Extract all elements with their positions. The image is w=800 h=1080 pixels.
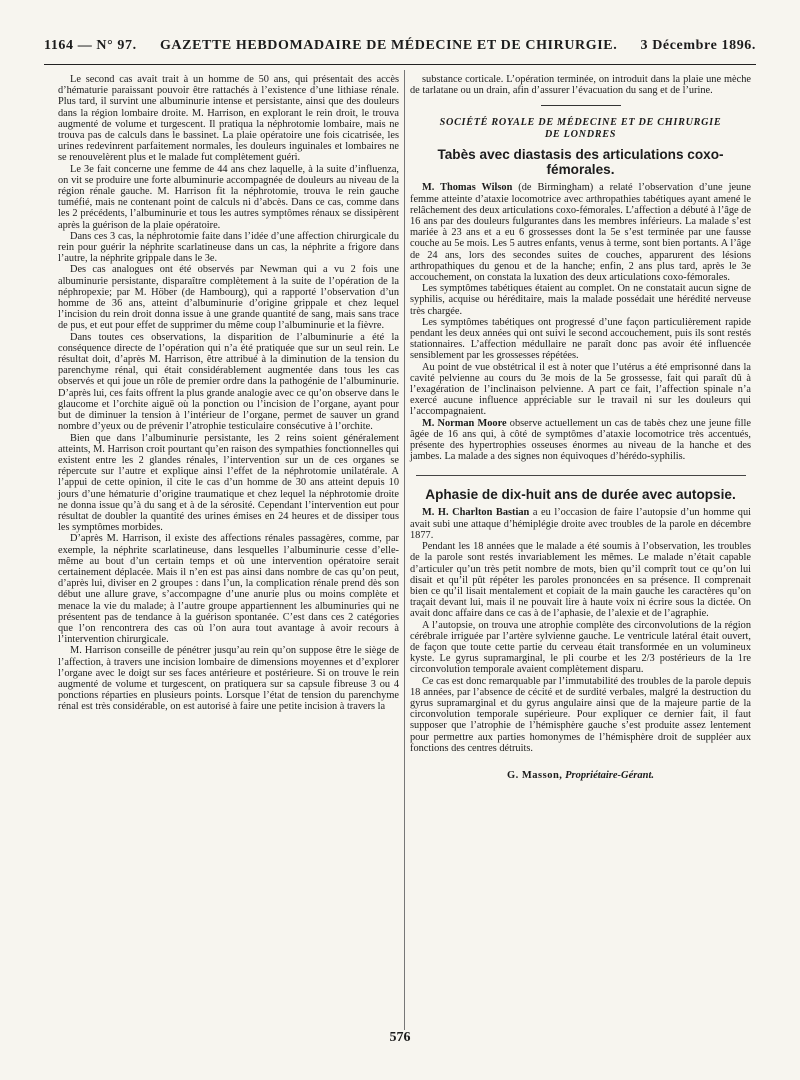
author-name: M. H. Charlton Bastian	[422, 507, 530, 519]
lead-text: (de Birmingham) a relaté l’observation d’une jeune femme atteinte d’ataxie locomotrice avec arthropathies tabétiques ayant amené le relâchement des deux articulations coxo-fémorales. L’affection a débuté à l’âge de 16 ans par des douleurs fulgurantes dans les membres inférieurs. La malade s’est mariée à 23 ans et a eu 6 grossesses dont la 5e s’est terminée par une fausse couche au 5e mois. Les 5 autres enfants, venus à terme, sont bien portants. A l’âge de 24 ans, lors des secondes suites de couches, apparurent des lésions arthropathiques du genou et de la hanche; enfin, 2 ans plus tard, après le 3e accouchement, on constata la luxation des deux articulations coxo-fémorales.	[410, 182, 751, 284]
author-name: M. Thomas Wilson	[422, 182, 513, 194]
society-heading-line: DE LONDRES	[544, 129, 617, 141]
issue-date: 3 Décembre 1896.	[640, 38, 756, 53]
paragraph: A l’autopsie, on trouva une atrophie complète des circonvolutions de la région cérébrale irriguée par l’artère sylvienne gauche. Le ventricule latéral était ouvert, de façon que toute cette partie du cerveau était transformée en un volumineux kyste. Le gyrus supramarginal, le pli courbe et les 2/3 postérieurs de la 1re circonvolution temporale avaient complètement disparu.	[410, 619, 751, 676]
paragraph: Le second cas avait trait à un homme de 50 ans, qui présentait des accès d’hématurie paraissant pouvoir être rattachés à l’existence d’une lithiase rénale. Plus tard, il survint une albuminurie intense et persistante, ainsi que des douleurs dans la région lombaire droite. M. Harrison, en explorant le rein droit, le trouva augmenté de volume et turgescent. Il pratiqua la néphrotomie lombaire, mais ne trouva pas de calculs dans le bassinet. La plaie opératoire une fois cicatrisée, les urines redevinrent parfaitement normales, les douleurs inguinales et lombaires ne se renouvelèrent plus et le malade fut complètement guéri.	[58, 74, 399, 164]
page-number: 576	[389, 1030, 411, 1045]
paragraph: Dans toutes ces observations, la disparition de l’albuminurie a été la conséquence directe de l’opération qui n’a été pratiquée que sur un seul rein. Le résultat doit, d’après M. Harrison, être attribué à la diminution de la tension du parenchyme rénal, qui était considérablement augmentée dans tous les cas observés et qui joue un rôle de premier ordre dans la pathogénie de l’albuminurie. D’après lui, ces faits offrent la plus grande analogie avec ce qu’on observe dans le glaucome et l’orchite aiguë où la ponction ou l’incision de l’organe, ayant pour but de diminuer la tension à l’intérieur de l’organe, permet de sauver un grand nombre d’yeux ou de prévenir l’atrophie testiculaire consécutive à l’orchite.	[58, 331, 399, 433]
page-header	[44, 38, 756, 62]
page-reference: 1164 — N° 97.	[44, 38, 137, 53]
paragraph: Dans ces 3 cas, la néphrotomie faite dans l’idée d’une affection chirurgicale du rein pour guérir la néphrite scarlatineuse dans un cas, la néphrite a frigore dans l’autre, la néphrite grippale dans le 3e.	[58, 230, 399, 265]
signature-role: Propriétaire-Gérant.	[562, 769, 655, 781]
lead-paragraph	[410, 507, 751, 541]
lead-paragraph	[410, 182, 751, 283]
continuation-paragraph: substance corticale. L’opération terminée, on introduit dans la plaie une mèche de tarlatane ou un drain, afin d’assurer l’évacuation du sang et de l’urine.	[410, 74, 751, 97]
section-rule	[416, 475, 746, 476]
lead-text: a eu l’occasion de faire l’autopsie d’un homme qui avait subi une attaque d’hémiplégie droite avec troubles de la parole en décembre 1877.	[410, 507, 751, 541]
author-name: M. Norman Moore	[422, 417, 507, 429]
header-rule	[44, 64, 756, 65]
paragraph: Au point de vue obstétrical il est à noter que l’utérus a été emprisonné dans la cavité pelvienne au cours du 3e mois de la 5e grossesse, fait qui paraît dû à l’exagération de l’inclinaison pelvienne. A part ce fait, l’affection spinale n’a exercé aucune influence appréciable sur le travail ni sur les douleurs qui l’accompagnaient.	[410, 361, 751, 418]
paragraph: Les symptômes tabétiques étaient au complet. On ne constatait aucun signe de syphilis, acquise ou héréditaire, mais la malade possédait une hérédité nerveuse très chargée.	[410, 283, 751, 317]
society-heading-line: SOCIÉTÉ ROYALE DE MÉDECINE ET DE CHIRURGIE	[439, 117, 722, 129]
journal-title: GAZETTE HEBDOMADAIRE DE MÉDECINE ET DE CHIRURGIE.	[159, 38, 618, 53]
left-column	[58, 74, 399, 713]
paragraph: M. Harrison conseille de pénétrer jusqu’au rein qu’on suppose être le siège de l’affection, à travers une incision lombaire de dimensions moyennes et d’explorer l’organe avec le doigt sur ses faces antérieure et postérieure. Si on trouve le rein augmenté de volume et turgescent, on pratiquera sur sa capsule fibreuse 3 ou 4 ponctions réparties en plusieurs points. Lorsque l’état de tension du parenchyme rénal est très considérable, on est autorisé à faire une petite incision à travers la	[58, 645, 399, 713]
right-column	[410, 74, 751, 781]
paragraph: Bien que dans l’albuminurie persistante, les 2 reins soient généralement atteints, M. Harrison croit pourtant qu’en raison des sympathies fonctionnelles qui existent entre les 2 glandes rénales, l’intervention sur un de ces organes se répercute sur l’autre et explique ainsi l’effet de la néphrotomie unilatérale. A l’appui de cette opinion, il cite le cas d’un homme de 30 ans atteint depuis 10 jours d’une hématurie d’origine traumatique et chez lequel la néphrotomie droite ne donna issue qu’à du sang et à de la sérosité. Cependant l’intervention eut pour résultat de doubler la quantité des urines émises en 24 heures et de dissiper tous les symptômes morbides.	[58, 432, 399, 534]
article-title: Aphasie de dix-huit ans de durée avec autopsie.	[425, 487, 736, 503]
society-heading	[410, 117, 751, 141]
article-title: Tabès avec diastasis des articulations coxo-fémorales.	[437, 147, 724, 178]
signature-name: G. Masson,	[506, 769, 563, 781]
paragraph: Les symptômes tabétiques ont progressé d’une façon particulièrement rapide pendant les deux années qui ont suivi le second accouchement, puis ils sont restés stationnaires. L’affection médullaire ne paraît donc pas avoir été influencée sensiblement par les grossesses répétées.	[410, 316, 751, 362]
paragraph: D’après M. Harrison, il existe des affections rénales passagères, comme, par exemple, la néphrite scarlatineuse, dans lesquelles l’albuminurie cesse d’elle-même au bout d’un certain temps et où une intervention opératoire serait certainement déplacée. Mais il n’en est pas ainsi dans nombre de cas qu’on peut, d’après lui, diviser en 2 groupes : dans l’un, la complication rénale prend dès son début une allure grave, s’accompagne d’une anurie plus ou moins complète et menace la vie du malade; à l’autre groupe appartiennent les albuminuries qui ne présentent pas de tendance à la guérison spontanée. C’est dans ces 2 catégories que l’on rencontrera des cas où l’on aura tout avantage à avoir recours à l’intervention chirurgicale.	[58, 533, 399, 646]
paragraph: Le 3e fait concerne une femme de 44 ans chez laquelle, à la suite d’influenza, on vit se produire une forte albuminurie accompagnée de douleurs au niveau de la région rénale gauche. M. Harrison fit la néphrotomie, trouva le rein gauche tuméfié, mais ne contenant point de calculs ni d’abcès. Dans ce cas, comme dans les 2 précédents, l’albuminurie et tous les autres symptômes rénaux se dissipèrent après la guérison de la plaie opératoire.	[58, 163, 399, 231]
lead-text: observe actuellement un cas de tabès chez une jeune fille âgée de 16 ans qui, à côté de symptômes d’ataxie locomotrice très accentués, présente des hypertrophies osseuses énormes au niveau de la hanche et des jambes. La malade a des signes non équivoques d’hérédo-syphilis.	[410, 417, 751, 463]
lead-paragraph	[410, 418, 751, 463]
publisher-signature	[410, 770, 751, 781]
section-rule	[541, 105, 621, 106]
paragraph: Des cas analogues ont été observés par Newman qui a vu 2 fois une albuminurie persistante, disparaître complètement à la suite de l’opération de la néphropexie; par M. Höber (de Hambourg), qui a rapporté l’observation d’un homme de 36 ans, atteint d’albuminurie d’origine grippale et chez lequel l’incision du rein droit donna issue à une grande quantité de sang, mais sans trace de pus, et eut pour effet de supprimer du même coup l’albuminurie et la fièvre.	[58, 264, 399, 332]
paragraph: Pendant les 18 années que le malade a été soumis à l’observation, les troubles de la parole sont restés invariablement les mêmes. Le malade n’était capable d’articuler qu’un très petit nombre de mots, bien qu’il comprît tout ce qu’on lui disait et qu’il pût répéter les paroles prononcées en sa présence. Il comprenait bien ce qu’il lisait mentalement et copiait de la main gauche les caractères qu’on traçait devant lui, mais il ne pouvait lire à haute voix ni écrire sous la dictée. On avait donc affaire dans ce cas à de l’aphasie, de l’alexie et de l’agraphie.	[410, 541, 751, 620]
column-divider	[404, 70, 405, 1030]
paragraph: Ce cas est donc remarquable par l’immutabilité des troubles de la parole depuis 18 années, par l’absence de cécité et de surdité verbales, malgré la destruction du gyrus supramarginal et du gyrus angulaire ainsi que de la majeure partie de la circonvolution temporale supérieure. Pour expliquer ce dernier fait, il faut supposer que l’atrophie de l’hémisphère gauche s’est produite assez lentement pour permettre aux parties homonymes de l’hémisphère droit de suppléer aux fonctions des centres détruits.	[410, 675, 751, 754]
